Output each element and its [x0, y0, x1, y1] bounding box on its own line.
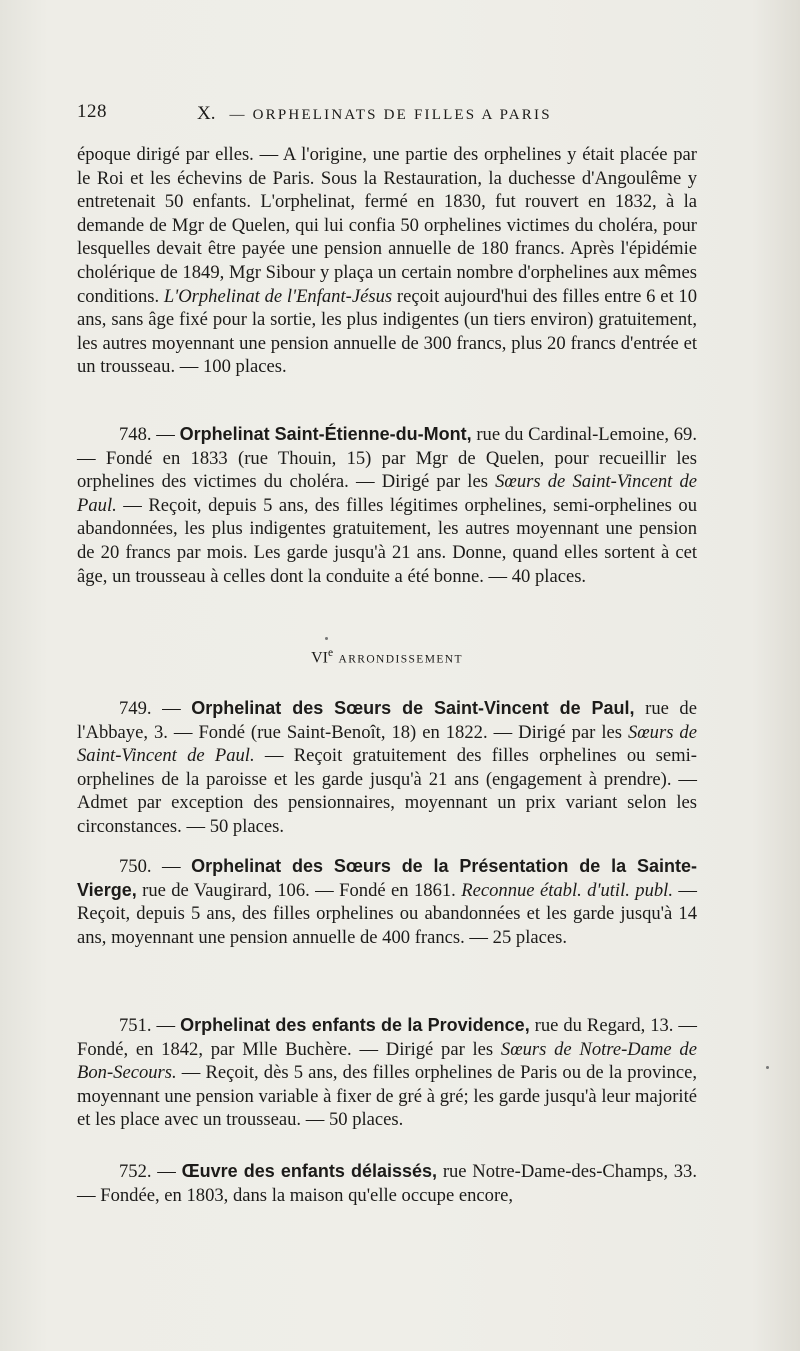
entry-751: [77, 1014, 697, 1132]
entry-name: Œuvre des enfants délaissés,: [181, 1161, 438, 1181]
ink-speck: [766, 1066, 769, 1069]
entry-italic: Sœurs de Saint-Vincent de Paul.: [77, 721, 697, 767]
entry-750: [77, 855, 697, 949]
section-sup: e: [327, 647, 335, 659]
running-head: [77, 101, 697, 131]
entry-text-2: — Reçoit, depuis 5 ans, des filles légitimes orphelines, semi-orphelines ou abandonnées, les plus indigentes gratuitement, les autres moyennant une pension de 20 francs par mois. Les garde jusqu'à 21 ans. Donne, quand elles sortent à cet âge, un trousseau à celles dont la conduite a été bonne. — 40 places.: [77, 494, 697, 587]
entry-italic: Sœurs de Notre-Dame de Bon-Secours.: [77, 1038, 697, 1084]
entry-749: [77, 697, 697, 839]
entry-text-2: — Reçoit, dès 5 ans, des filles orphelines de Paris ou de la province, moyennant une pension variable à fixer de gré à gré; les garde jusqu'à leur majorité et les place avec un trousseau. — 50 places.: [77, 1062, 698, 1131]
entry-number: 748. —: [119, 424, 175, 445]
page-number: 128: [77, 101, 107, 122]
section-label: ARRONDISSEMENT: [338, 653, 463, 666]
intro-paragraph: [77, 143, 697, 379]
chapter-title: — ORPHELINATS DE FILLES A PARIS: [229, 107, 552, 123]
entry-748: [77, 423, 697, 588]
chapter-number: X.: [197, 103, 216, 124]
entry-name: Orphelinat des Sœurs de la Présentation de la Sainte-Vierge,: [77, 856, 697, 900]
entry-number: 751. —: [119, 1015, 176, 1036]
running-title: [197, 103, 552, 125]
entry-752: [77, 1160, 697, 1207]
entry-name: Orphelinat Saint-Étienne-du-Mont,: [179, 424, 472, 444]
section-heading: [77, 647, 697, 667]
entry-text-1: rue Notre-Dame-des-Champs, 33. — Fondée, en 1803, dans la maison qu'elle occupe encore,: [77, 1161, 697, 1206]
intro-italic-name: L'Orphelinat de l'Enfant-Jésus: [163, 285, 393, 307]
entry-text-1: rue du Regard, 13. — Fondé, en 1842, par Mlle Buchère. — Dirigé par les: [77, 1015, 698, 1060]
ink-speck: [325, 637, 328, 640]
intro-text-1: époque dirigé par elles. — A l'origine, une partie des orphelines y était placée par le Roi et les échevins de Paris. Sous la Restauration, la duchesse d'Angoulême y entretenait 50 enfants. L'orphelinat, fermé en 1830, fut rouvert en 1832, à la demande de Mgr de Quelen, qui lui confia 50 orphelines victimes du choléra, pour lesquelles devait être payée une pension annuelle de 180 francs. Après l'épidémie cholérique de 1849, Mgr Sibour y plaça un certain nombre d'orphelines aux mêmes conditions.: [77, 144, 697, 307]
entry-name: Orphelinat des enfants de la Providence,: [180, 1015, 530, 1035]
entry-text-1: rue de Vaugirard, 106. — Fondé en 1861.: [142, 879, 456, 901]
entry-italic: Sœurs de Saint-Vincent de Paul.: [77, 471, 697, 516]
entry-text-2: — Reçoit gratuitement des filles orphelines ou semi-orphelines de la paroisse et les garde jusqu'à 21 ans (engagement à prendre). — Admet par exception des pensionnaires, moyennant un prix variant selon les circonstances. — 50 places.: [77, 745, 697, 837]
entry-number: 749. —: [119, 698, 181, 719]
entry-text-1: rue de l'Abbaye, 3. — Fondé (rue Saint-Benoît, 18) en 1822. — Dirigé par les: [77, 698, 697, 743]
entry-number: 752. —: [119, 1161, 176, 1182]
entry-text-2: — Reçoit, depuis 5 ans, des filles orphelines ou abandonnées et les garde jusqu'à 14 ans, moyennant une pension annuelle de 400 francs. — 25 places.: [77, 879, 697, 948]
entry-name: Orphelinat des Sœurs de Saint-Vincent de Paul,: [191, 698, 635, 718]
entry-text-1: rue du Cardinal-Lemoine, 69. — Fondé en 1833 (rue Thouin, 15) par Mgr de Quelen, pour recueillir les orphelines des victimes du choléra. — Dirigé par les: [77, 424, 697, 493]
intro-text-2: reçoit aujourd'hui des filles entre 6 et 10 ans, sans âge fixé pour la sortie, les plus indigentes (un tiers environ) gratuitement, les autres moyennant une pension annuelle de 300 francs, plus 20 francs d'entrée et un trousseau. — 100 places.: [77, 285, 697, 378]
section-roman: VI: [311, 649, 328, 667]
entry-number: 750. —: [119, 856, 181, 877]
entry-italic: Reconnue établ. d'util. publ.: [461, 879, 673, 901]
